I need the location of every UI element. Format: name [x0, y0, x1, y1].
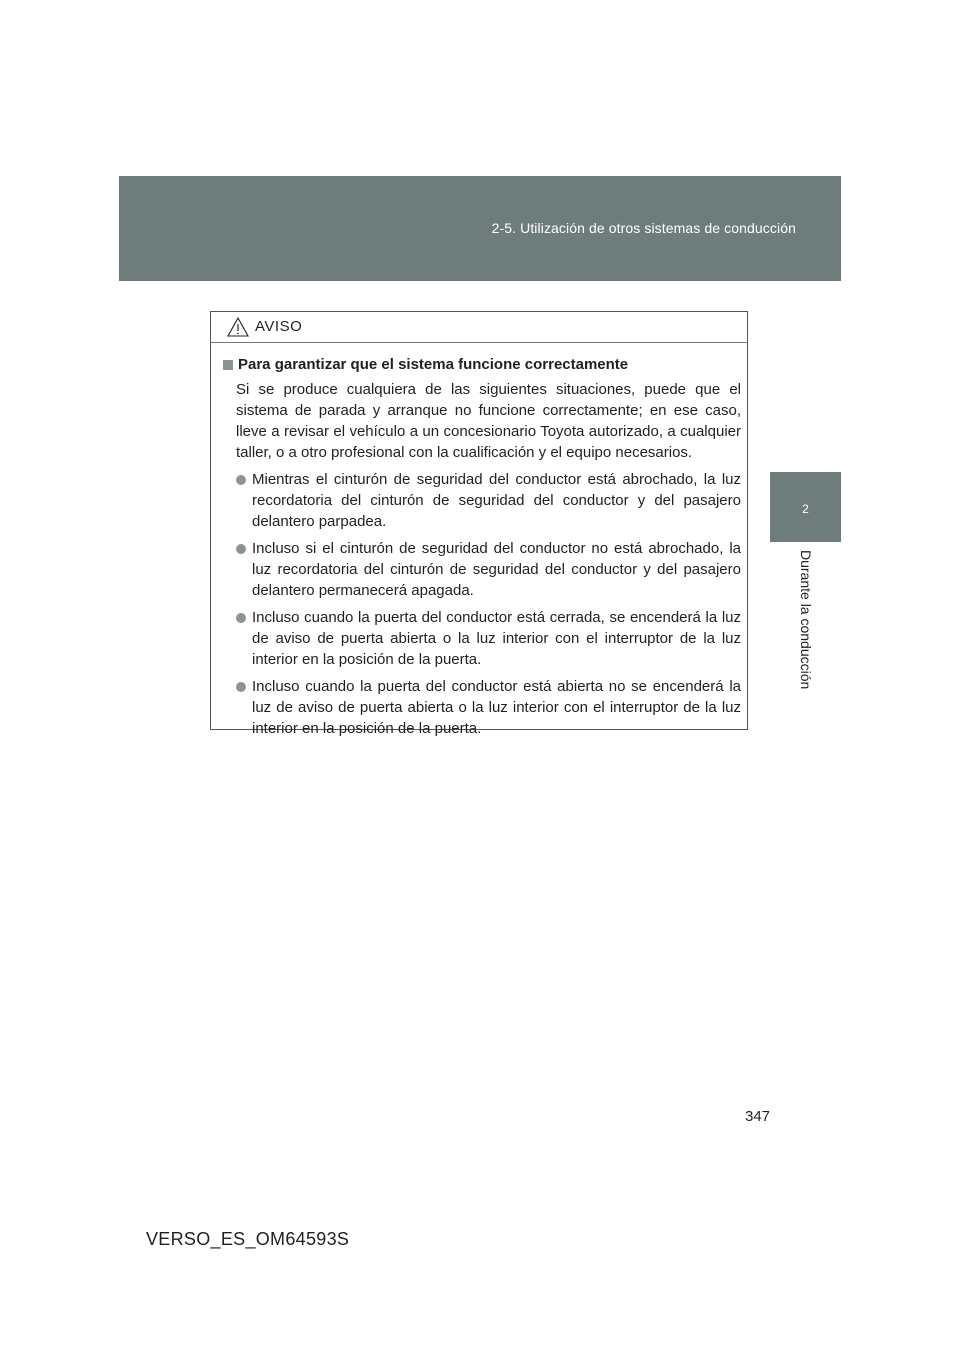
round-bullet-icon [236, 613, 246, 623]
round-bullet-icon [236, 475, 246, 485]
square-bullet-icon [223, 360, 233, 370]
list-item [236, 676, 741, 739]
list-item-text: Incluso si el cinturón de seguridad del conductor no está abrochado, la luz recordatoria del cinturón de seguridad del conductor y del pasajero delantero permanecerá apagada. [252, 540, 741, 599]
list-item-text: Incluso cuando la puerta del conductor está cerrada, se encenderá la luz de aviso de puerta abierta o la luz interior con el interruptor de la luz interior en la posición de la puerta. [252, 609, 741, 668]
warning-intro: Si se produce cualquiera de las siguientes situaciones, puede que el sistema de parada y arranque no funcione correctamente; en ese caso, lleve a revisar el vehículo a un concesionario Toyota autorizado, a cualquier taller, o a otro profesional con la cualificación y el equipo necesarios. [236, 381, 741, 461]
list-item [236, 538, 741, 601]
list-item [236, 469, 741, 532]
round-bullet-icon [236, 682, 246, 692]
header-bar [119, 176, 841, 281]
chapter-tab [770, 472, 841, 542]
list-item-text: Mientras el cinturón de seguridad del conductor está abrochado, la luz recordatoria del cinturón de seguridad del conductor y del pasajero delantero parpadea. [252, 471, 741, 530]
warning-triangle-icon [227, 317, 249, 337]
warning-section-title-text: Para garantizar que el sistema funcione correctamente [238, 356, 629, 373]
chapter-label: Durante la conducción [798, 550, 814, 690]
warning-heading: AVISO [255, 318, 303, 335]
warning-box [210, 311, 748, 737]
list-item-text: Incluso cuando la puerta del conductor está abierta no se encenderá la luz de aviso de puerta abierta o la luz interior con el interruptor de la luz interior en la posición de la puerta. [252, 678, 741, 737]
document-code: VERSO_ES_OM64593S [146, 1229, 350, 1249]
warning-content [211, 343, 747, 739]
list-item [236, 607, 741, 670]
warning-section-title [223, 354, 741, 375]
page-number: 347 [745, 1108, 771, 1125]
round-bullet-icon [236, 544, 246, 554]
chapter-number: 2 [802, 502, 809, 516]
section-header-title: 2-5. Utilización de otros sistemas de conducción [491, 220, 796, 236]
warning-header [211, 312, 747, 343]
